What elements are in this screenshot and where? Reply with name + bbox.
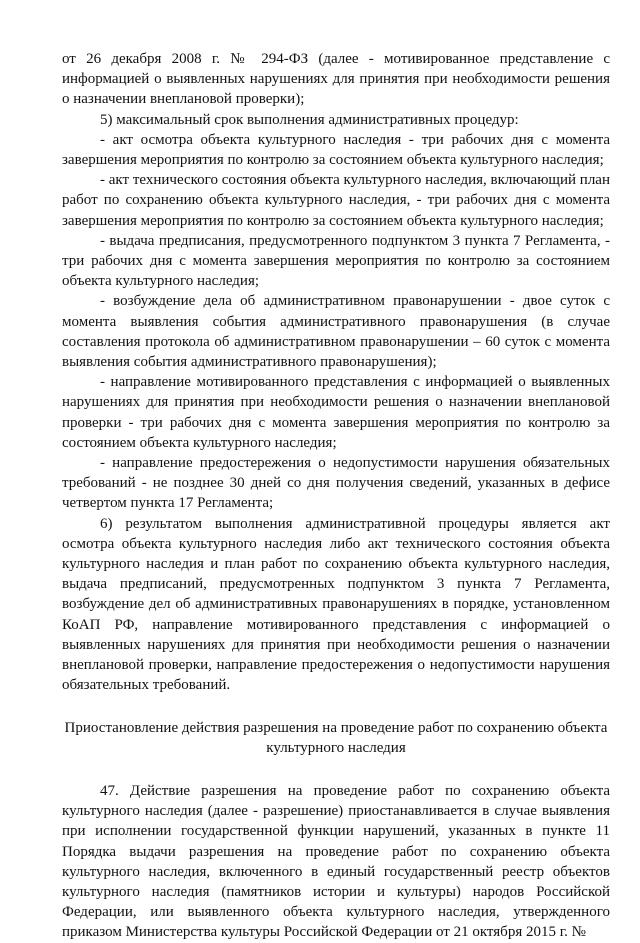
paragraph-order-issuance: - выдача предписания, предусмотренного подпунктом 3 пункта 7 Регламента, - три рабочих дня с момента завершения мероприятия по контролю за состоянием объекта культурного наследия; [62, 232, 610, 290]
paragraph-technical-state-act: - акт технического состояния объекта культурного наследия, включающий план работ по сохранению объекта культурного наследия, - три рабочих дня с момента завершения мероприятия по контролю за состоянием объекта культурного наследия; [62, 172, 610, 229]
paragraph-max-term: 5) максимальный срок выполнения административных процедур: [100, 111, 519, 128]
section-heading: Приостановление действия разрешения на проведение работ по сохранению объекта культурного наследия [64, 719, 608, 756]
paragraph-warning: - направление предостережения о недопустимости нарушения обязательных требований - не позднее 30 дней со дня получения сведений, указанных в дефисе четвертом пункта 17 Регламента; [62, 455, 610, 512]
paragraph-47: 47. Действие разрешения на проведение работ по сохранению объекта культурного наследия (далее - разрешение) приостанавливается в случае выявления при исполнении государственной функции нарушений, указанных в пункте 11 Порядка выдачи разрешения на проведение работ по сохранению объекта культурного наследия, включенного в единый государственный реестр объектов культурного наследия (памятников истории и культуры) народов Российской Федерации, или выявленного объекта культурного наследия, утвержденного приказом Министерства культуры Российской Федерации от 21 октября 2015 г. № [62, 782, 610, 941]
paragraph-motivated-representation: - направление мотивированного представления с информацией о выявленных нарушениях для принятия при необходимости решения о назначении внеплановой проверки - три рабочих дня с момента завершения мероприятия по контролю за состоянием объекта культурного наследия; [62, 374, 610, 451]
paragraph-inspection-act: - акт осмотра объекта культурного наследия - три рабочих дня с момента завершения мероприятия по контролю за состоянием объекта культурного наследия; [62, 131, 610, 169]
paragraph-result: 6) результатом выполнения административной процедуры является акт осмотра объекта культурного наследия либо акт технического состояния объекта культурного наследия и план работ по сохранению объекта культурного наследия, выдача предписаний, предусмотренных подпунктом 3 пункта 7 Регламента, возбуждение дел об административных правонарушениях в порядке, установленном КоАП РФ, направление мотивированного представления с информацией о выявленных нарушениях для принятия при необходимости решения о назначении внеплановой проверки, направление предостережения о недопустимости нарушения обязательных требований. [62, 515, 610, 694]
paragraph-continuation: от 26 декабря 2008 г. № 294-ФЗ (далее - мотивированное представление с информацией о выявленных нарушениях для принятия при необходимости решения о назначении внеплановой проверки); [62, 51, 610, 108]
paragraph-administrative-case: - возбуждение дела об административном правонарушении - двое суток с момента выявления события административного правонарушения (в случае составления протокола об административном правонарушении – 60 суток с момента выявления события административного правонарушения); [62, 293, 610, 371]
